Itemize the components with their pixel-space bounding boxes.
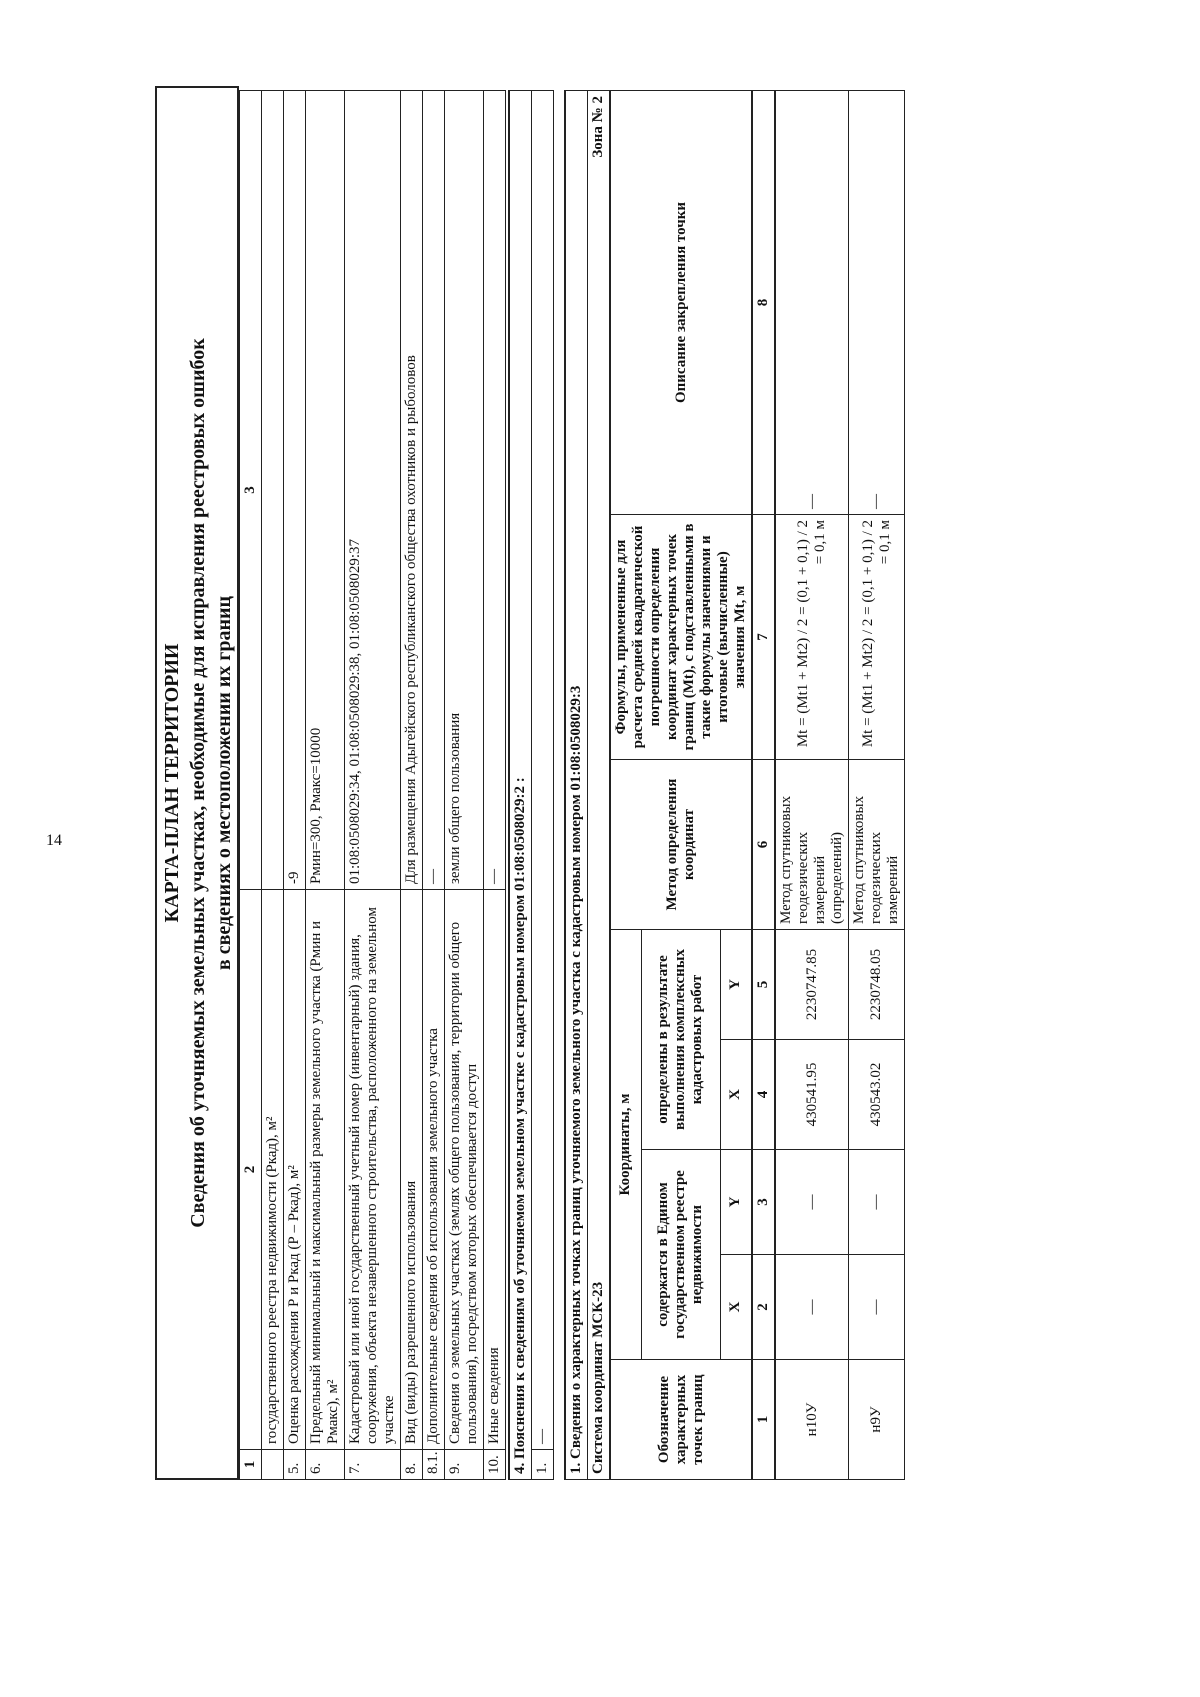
row-label: Предельный минимальный и максимальный размеры земельного участка (Рмин и Рмакс), м² — [306, 890, 345, 1450]
header-cell: 3 — [240, 91, 262, 890]
x-value: 430543.02 — [849, 1040, 905, 1150]
y-header: Y — [720, 1150, 752, 1255]
table-row — [306, 91, 345, 1480]
header-cell: 2 — [240, 890, 262, 1450]
table-row — [849, 91, 905, 1480]
row-value: 01:08:0508029:34, 01:08:0508029:38, 01:08:0508029:37 — [345, 91, 401, 890]
coords-header: Координаты, м — [611, 930, 642, 1360]
row-label: Оценка расхождения Р и Ркад (Р – Ркад), м² — [284, 890, 306, 1450]
table-row — [423, 91, 445, 1480]
row-value: — — [423, 91, 445, 890]
table-row — [532, 91, 554, 1480]
row-value: — — [532, 91, 554, 1450]
page-subtitle: Сведения об уточняемых земельных участках, необходимые для исправления реестровых ошибок — [187, 338, 209, 1228]
egrn-y: — — [775, 1150, 849, 1255]
description-value: — — [775, 91, 849, 515]
table-row — [401, 91, 423, 1480]
row-value — [262, 91, 284, 890]
column-number: 3 — [752, 1150, 775, 1255]
column-number: 5 — [752, 930, 775, 1040]
column-number-row — [752, 91, 775, 1480]
page-number: 14 — [46, 832, 62, 849]
section1-heading — [564, 90, 610, 1480]
row-value: — — [484, 91, 506, 890]
header-cell: 1 — [240, 1450, 262, 1480]
column-number: 8 — [752, 91, 775, 515]
row-label: Сведения о земельных участках (землях общего пользования, территории общего пользования), посредством которых обеспечивается доступ — [445, 890, 484, 1450]
section4-table — [508, 90, 554, 1480]
row-value: Для размещения Адыгейского республиканского общества охотников и рыболовов — [401, 91, 423, 890]
row-label: Кадастровый или иной государственный учетный номер (инвентарный) здания, сооружения, объекта незавершенного строительства, расположенного на земельном участке — [345, 890, 401, 1450]
table-row — [775, 91, 849, 1480]
row-value: -9 — [284, 91, 306, 890]
formula-value: Mt = (Mt1 + Mt2) / 2 = (0,1 + 0,1) / 2 = 0,1 м — [775, 515, 849, 760]
column-number: 1 — [752, 1360, 775, 1480]
point-name: н10У — [775, 1360, 849, 1480]
column-number: 6 — [752, 760, 775, 930]
formula-value: Mt = (Mt1 + Mt2) / 2 = (0,1 + 0,1) / 2 = 0,1 м — [849, 515, 905, 760]
row-number: 9. — [445, 1450, 484, 1480]
row-label: государственного реестра недвижимости (Ркад), м² — [262, 890, 284, 1450]
page-title: КАРТА-ПЛАН ТЕРРИТОРИИ — [161, 643, 183, 923]
y-value: 2230748.05 — [849, 930, 905, 1040]
description-header: Описание закрепления точки — [611, 91, 753, 515]
row-value: земли общего пользования — [445, 91, 484, 890]
header-row — [611, 91, 642, 1480]
egrn-x: — — [775, 1255, 849, 1360]
section4-title: 4. Пояснения к сведениям об уточняемом земельном участке с кадастровым номером 01:08:0508029:2 : — [509, 91, 532, 1480]
section1-title: 1. Сведения о характерных точках границ уточняемого земельного участка с кадастровым номером 01:08:0508029:3 — [565, 91, 588, 1480]
title-block — [155, 86, 239, 1480]
row-number — [262, 1450, 284, 1480]
table-row — [284, 91, 306, 1480]
y-header: Y — [720, 930, 752, 1040]
method-header: Метод определения координат — [611, 760, 753, 930]
row-number: 5. — [284, 1450, 306, 1480]
section1-title-row — [565, 91, 588, 1480]
y-value: 2230747.85 — [775, 930, 849, 1040]
method-value: Метод спутниковых геодезических измерений — [849, 760, 905, 930]
x-header: X — [720, 1040, 752, 1150]
column-number: 2 — [752, 1255, 775, 1360]
table-header-row — [240, 91, 262, 1480]
table-row — [445, 91, 484, 1480]
row-label: Дополнительные сведения об использовании земельного участка — [423, 890, 445, 1450]
formula-header: Формулы, примененные для расчета средней квадратической погрешности определения координат характерных точек границ (Mt), с подставленными в такие формулы значениями и итоговые (вычисленные) значения Mt, м — [611, 515, 753, 760]
document-body — [155, 90, 1070, 1480]
row-number: 8.1. — [423, 1450, 445, 1480]
coordinate-system-row — [588, 91, 610, 1480]
column-number: 7 — [752, 515, 775, 760]
page-subtitle-2: в сведениях о местоположении их границ — [213, 595, 235, 971]
x-header: X — [720, 1255, 752, 1360]
table-row — [345, 91, 401, 1480]
row-value: Рмин=300, Рмакс=10000 — [306, 91, 345, 890]
table-row — [262, 91, 284, 1480]
kkr-header: определены в результате выполнения комплексных кадастровых работ — [641, 930, 720, 1150]
row-number: 8. — [401, 1450, 423, 1480]
method-value: Метод спутниковых геодезических измерений (определений) — [775, 760, 849, 930]
egrn-header: содержатся в Едином государственном реестре недвижимости — [641, 1150, 720, 1360]
section4-title-row — [509, 91, 532, 1480]
egrn-x: — — [849, 1255, 905, 1360]
row-number: 6. — [306, 1450, 345, 1480]
x-value: 430541.95 — [775, 1040, 849, 1150]
point-header: Обозначение характерных точек границ — [611, 1360, 753, 1480]
row-number: 7. — [345, 1450, 401, 1480]
row-label: Иные сведения — [484, 890, 506, 1450]
column-number: 4 — [752, 1040, 775, 1150]
land-plot-info-table — [239, 90, 506, 1480]
rotated-sheet — [155, 90, 1070, 1480]
row-number: 10. — [484, 1450, 506, 1480]
table-row — [484, 91, 506, 1480]
row-label: Вид (виды) разрешенного использования — [401, 890, 423, 1450]
point-name: н9У — [849, 1360, 905, 1480]
description-value: — — [849, 91, 905, 515]
row-number: 1. — [532, 1450, 554, 1480]
coordinates-table — [610, 90, 905, 1480]
egrn-y: — — [849, 1150, 905, 1255]
zone-label: Зона № 2 — [588, 91, 610, 786]
coordinate-system: Система координат МСК-23 — [588, 785, 610, 1480]
